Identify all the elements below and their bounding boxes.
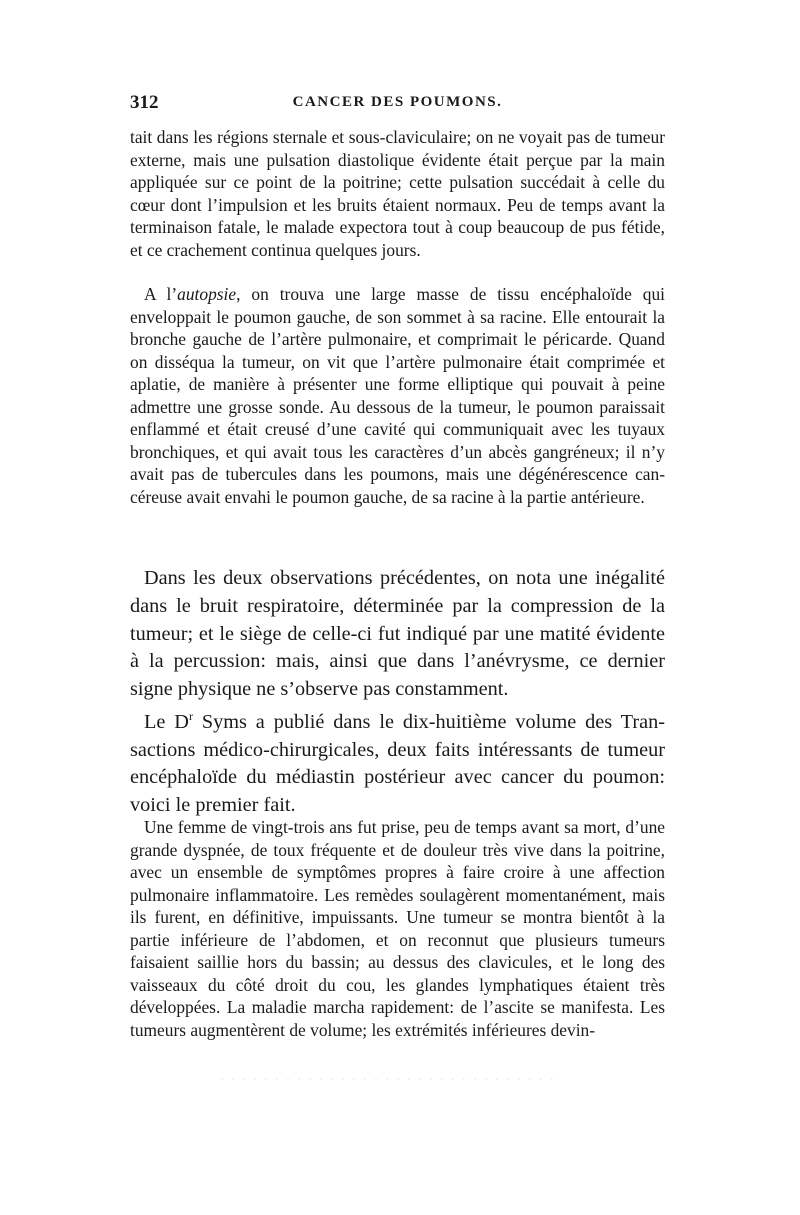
autopsy-italic: autopsie [177, 284, 237, 304]
paragraph-continuation: tait dans les régions sternale et sous-claviculaire; on ne voyait pas de tumeur externe, mais une pulsation diastolique évidente était perçue par la main appliquée sur ce point de la poitrine; cette pulsation succédait à celle du cœur dont l’impulsion et les bruits étaient normaux. Peu de temps avant la terminaison fatale, le malade expectora tout à coup beaucoup de pus fétide, et ce crachement continua quelques jours. [130, 127, 665, 260]
syms-text: Syms a publié dans le dix-huitième volume des Transactions médico-chirurgicales, deux faits intéressants de tumeur encéphaloïde du médiastin postérieur avec cancer du poumon: voici le premier fait. [130, 710, 666, 817]
syms-prefix: Le D [144, 710, 189, 733]
page-number: 312 [130, 92, 159, 113]
autopsy-text: , on trouva une large masse de tissu encéphaloïde qui enveloppait le poumon gauche, de son sommet à sa racine. Elle entourait la bronche gauche de l’artère pulmonaire, et comprimait le péricarde. Quand on disséqua la tumeur, on vit que l’artère pulmonaire était comprimée et aplatie, de manière à présenter une forme elliptique qui pouvait à peine admettre une grosse sonde. Au dessous de la tumeur, le poumon paraissait enflammé et était creusé d’une cavité qui communiquait avec les tuyaux bronchiques, et qui avait tous les caractères d’un abcès gangréneux; il n’y avait pas de tubercules dans les poumons, mais une dégénérescence cancéreuse avait envahi le poumon gauche, de sa racine à la partie antérieure. [130, 284, 665, 507]
paragraph-observations: Dans les deux observations précédentes, on nota une inégalité dans le bruit respiratoire, déterminée par la compression de la tumeur; et le siège de celle-ci fut indiqué par une matité évidente à la percussion: mais, ainsi que dans l’anévrysme, ce dernier signe physique ne s’observe pas constamment. [130, 567, 665, 701]
autopsy-prefix: A l’ [144, 284, 178, 304]
paragraph-autopsy [130, 283, 665, 508]
paragraph-syms [130, 703, 665, 820]
running-title: CANCER DES POUMONS. [292, 94, 503, 110]
show-through-texture: · · · · · · · · · · · · · · · · · · · · · · · · · · · · · · · [220, 1072, 556, 1086]
paragraph-case: Une femme de vingt-trois ans fut prise, peu de temps avant sa mort, d’une grande dyspnée, de toux fréquente et de douleur très vive dans la poitrine, avec un ensemble de symptômes propres à faire croire à une affection pulmonaire inflammatoire. Les remèdes soulagèrent momentanément, mais ils furent, en définitive, impuissants. Une tumeur se montra bientôt à la partie inférieure de l’abdomen, et on reconnut que plusieurs tumeurs faisaient saillie hors du bassin; au dessus des clavicules, et le long des vaisseaux du côté droit du cou, les glandes lymphatiques étaient très développées. La maladie marcha rapidement: de l’ascite se manifesta. Les tumeurs augmentèrent de volume; les extrémités inférieures devin- [130, 817, 665, 1040]
running-head [130, 92, 665, 116]
doctor-superscript: r [188, 709, 193, 723]
